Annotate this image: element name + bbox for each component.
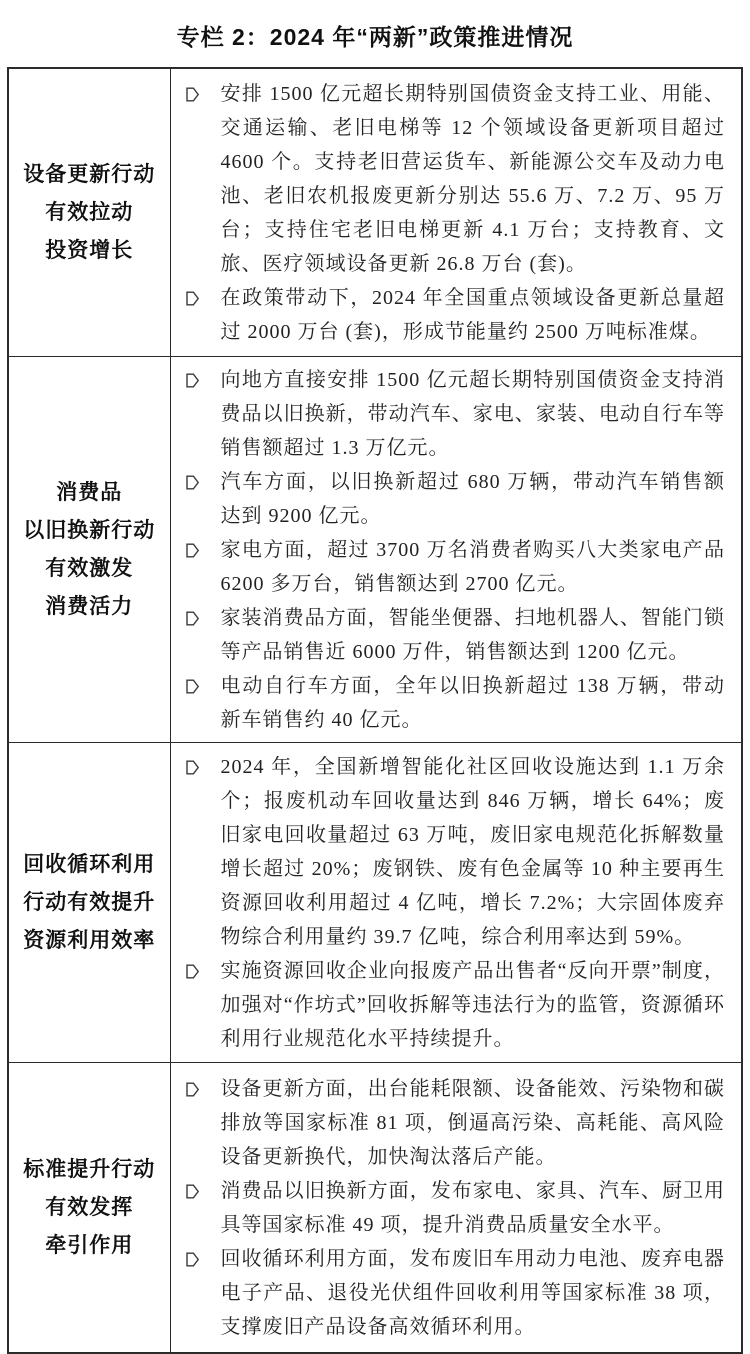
- bullet-list: [181, 750, 726, 1056]
- bullet-item: [181, 281, 726, 349]
- pentagon-arrow-bullet-icon: [185, 372, 200, 389]
- pentagon-arrow-bullet-icon: [185, 290, 200, 307]
- row-label-line: 消费活力: [45, 594, 134, 618]
- table-row: [8, 357, 742, 743]
- row-label-line: 以旧换新行动: [23, 518, 156, 542]
- row-content-cell: [170, 1063, 742, 1354]
- pentagon-arrow-bullet-icon: [185, 759, 200, 776]
- pentagon-arrow-bullet-icon: [185, 542, 200, 559]
- table-row: [8, 1063, 742, 1354]
- bullet-item: [181, 77, 726, 281]
- row-label-line: 行动有效提升: [23, 890, 156, 914]
- pentagon-arrow-bullet-icon: [185, 86, 200, 103]
- policy-progress-table: [7, 67, 743, 1354]
- row-content-cell: [170, 743, 742, 1063]
- row-label-cell: [8, 68, 170, 357]
- row-label-line: 牵引作用: [45, 1233, 134, 1257]
- row-label-line: 设备更新行动: [23, 162, 156, 186]
- table-row: [8, 68, 742, 357]
- bullet-text: 回收循环利用方面，发布废旧车用动力电池、废弃电器电子产品、退役光伏组件回收利用等国家标准 38 项，支撑废旧产品设备高效循环利用。: [220, 1247, 725, 1338]
- table-row: [8, 743, 742, 1063]
- bullet-item: [181, 363, 726, 465]
- bullet-item: [181, 954, 726, 1056]
- bullet-text: 2024 年，全国新增智能化社区回收设施达到 1.1 万余个；报废机动车回收量达到 846 万辆，增长 64%；废旧家电回收量超过 63 万吨，废旧家电规范化拆解数量增长超过 20%；废钢铁、废有色金属等 10 种主要再生资源回收利用超过 4 亿吨，增长 7.2%；大宗固体废弃物综合利用量约 39.7 亿吨，综合利用率达到 59%。: [220, 755, 725, 948]
- pentagon-arrow-bullet-icon: [185, 610, 200, 627]
- bullet-text: 消费品以旧换新方面，发布家电、家具、汽车、厨卫用具等国家标准 49 项，提升消费品质量安全水平。: [220, 1179, 725, 1236]
- row-label-line: 标准提升行动: [23, 1157, 156, 1181]
- bullet-text: 实施资源回收企业向报废产品出售者“反向开票”制度，加强对“作坊式”回收拆解等违法行为的监管，资源循环利用行业规范化水平持续提升。: [220, 959, 725, 1050]
- bullet-item: [181, 1072, 726, 1174]
- pentagon-arrow-bullet-icon: [185, 963, 200, 980]
- bullet-text: 向地方直接安排 1500 亿元超长期特别国债资金支持消费品以旧换新，带动汽车、家电、家装、电动自行车等销售额超过 1.3 万亿元。: [220, 368, 725, 459]
- bullet-list: [181, 1072, 726, 1344]
- bullet-item: [181, 750, 726, 954]
- row-content-cell: [170, 68, 742, 357]
- bullet-text: 电动自行车方面，全年以旧换新超过 138 万辆，带动新车销售约 40 亿元。: [220, 674, 725, 731]
- row-label-line: 有效发挥: [45, 1195, 134, 1219]
- row-label-line: 有效拉动: [45, 200, 134, 224]
- bullet-text: 安排 1500 亿元超长期特别国债资金支持工业、用能、交通运输、老旧电梯等 12 个领域设备更新项目超过 4600 个。支持老旧营运货车、新能源公交车及动力电池、老旧农机报废更新分别达 55.6 万、7.2 万、95 万台；支持住宅老旧电梯更新 4.1 万台；支持教育、文旅、医疗领域设备更新 26.8 万台 (套)。: [220, 82, 725, 275]
- pentagon-arrow-bullet-icon: [185, 678, 200, 695]
- row-label-cell: [8, 743, 170, 1063]
- row-label-line: 投资增长: [45, 238, 134, 262]
- bullet-item: [181, 1174, 726, 1242]
- row-label-line: 回收循环利用: [23, 852, 156, 876]
- bullet-item: [181, 601, 726, 669]
- pentagon-arrow-bullet-icon: [185, 474, 200, 491]
- row-label-line: 消费品: [56, 480, 123, 504]
- row-label-line: 资源利用效率: [23, 928, 156, 952]
- bullet-text: 家电方面，超过 3700 万名消费者购买八大类家电产品 6200 多万台，销售额达到 2700 亿元。: [220, 538, 725, 595]
- bullet-text: 汽车方面，以旧换新超过 680 万辆，带动汽车销售额达到 9200 亿元。: [220, 470, 725, 527]
- bullet-text: 设备更新方面，出台能耗限额、设备能效、污染物和碳排放等国家标准 81 项，倒逼高污染、高耗能、高风险设备更新换代，加快淘汰落后产能。: [220, 1077, 725, 1168]
- bullet-item: [181, 465, 726, 533]
- pentagon-arrow-bullet-icon: [185, 1251, 200, 1268]
- row-label-cell: [8, 357, 170, 743]
- row-content-cell: [170, 357, 742, 743]
- panel-title: 专栏 2：2024 年“两新”政策推进情况: [176, 24, 574, 50]
- bullet-text: 在政策带动下，2024 年全国重点领域设备更新总量超过 2000 万台 (套)，形成节能量约 2500 万吨标准煤。: [220, 286, 725, 343]
- bullet-text: 家装消费品方面，智能坐便器、扫地机器人、智能门锁等产品销售近 6000 万件，销售额达到 1200 亿元。: [220, 606, 725, 663]
- row-label-line: 有效激发: [45, 556, 134, 580]
- pentagon-arrow-bullet-icon: [185, 1183, 200, 1200]
- bullet-list: [181, 363, 726, 737]
- bullet-item: [181, 533, 726, 601]
- bullet-list: [181, 77, 726, 349]
- bullet-item: [181, 1242, 726, 1344]
- bullet-item: [181, 669, 726, 737]
- row-label-cell: [8, 1063, 170, 1354]
- pentagon-arrow-bullet-icon: [185, 1081, 200, 1098]
